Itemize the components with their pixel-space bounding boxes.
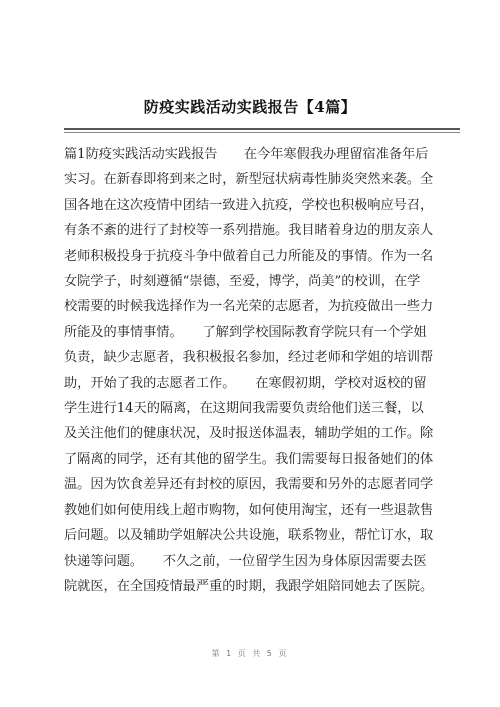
document-body bbox=[64, 142, 444, 599]
body-line: 助，开始了我的志愿者工作。 在寒假初期，学校对返校的留 bbox=[64, 375, 427, 391]
title-divider-thin bbox=[64, 132, 460, 133]
title-divider-thick bbox=[64, 128, 460, 130]
body-line: 女院学子，时刻遵循“崇德，至爱，博学，尚美”的校训，在学 bbox=[64, 274, 421, 290]
body-line: 快递等问题。 不久之前，一位留学生因为身体原因需要去医 bbox=[64, 553, 427, 569]
body-line: 有条不紊的进行了封校等一系列措施。我目睹着身边的朋友亲人 bbox=[64, 223, 434, 239]
body-line: 温。因为饮食差异还有封校的原因，我需要和另外的志愿者同学 bbox=[64, 477, 434, 493]
document-title: 防疫实践活动实践报告【4篇】 bbox=[143, 98, 357, 116]
body-line: 了隔离的同学，还有其他的留学生。我们需要每日报备她们的体 bbox=[64, 451, 434, 467]
body-line: 所能及的事情事情。 了解到学校国际教育学院只有一个学姐 bbox=[64, 324, 427, 340]
body-line: 后问题。以及辅助学姐解决公共设施，联系物业，帮忙订水，取 bbox=[64, 528, 434, 544]
body-line: 负责，缺少志愿者，我积极报名参加，经过老师和学姐的培训帮 bbox=[64, 350, 434, 366]
body-line: 老师积极投身于抗疫斗争中做着自己力所能及的事情。作为一名 bbox=[64, 248, 434, 264]
body-line: 校需要的时候我选择作为一名光荣的志愿者，为抗疫做出一些力 bbox=[64, 299, 434, 315]
body-line: 实习。在新春即将到来之时，新型冠状病毒性肺炎突然来袭。全 bbox=[64, 172, 434, 188]
body-line: 篇1防疫实践活动实践报告 在今年寒假我办理留宿准备年后 bbox=[64, 147, 429, 162]
body-line: 国各地在这次疫情中团结一致进入抗疫，学校也积极响应号召， bbox=[64, 197, 434, 213]
body-line: 院就医，在全国疫情最严重的时期，我跟学姐陪同她去了医院。 bbox=[64, 578, 434, 594]
body-line: 及关注他们的健康状况，及时报送体温表，辅助学姐的工作。除 bbox=[64, 426, 434, 442]
body-line: 教她们如何使用线上超市购物，如何使用淘宝，还有一些退款售 bbox=[64, 502, 434, 518]
page-number-footer: 第 1 页 共 5 页 bbox=[211, 649, 289, 658]
body-line: 学生进行14天的隔离，在这期间我需要负责给他们送三餐，以 bbox=[64, 401, 424, 417]
